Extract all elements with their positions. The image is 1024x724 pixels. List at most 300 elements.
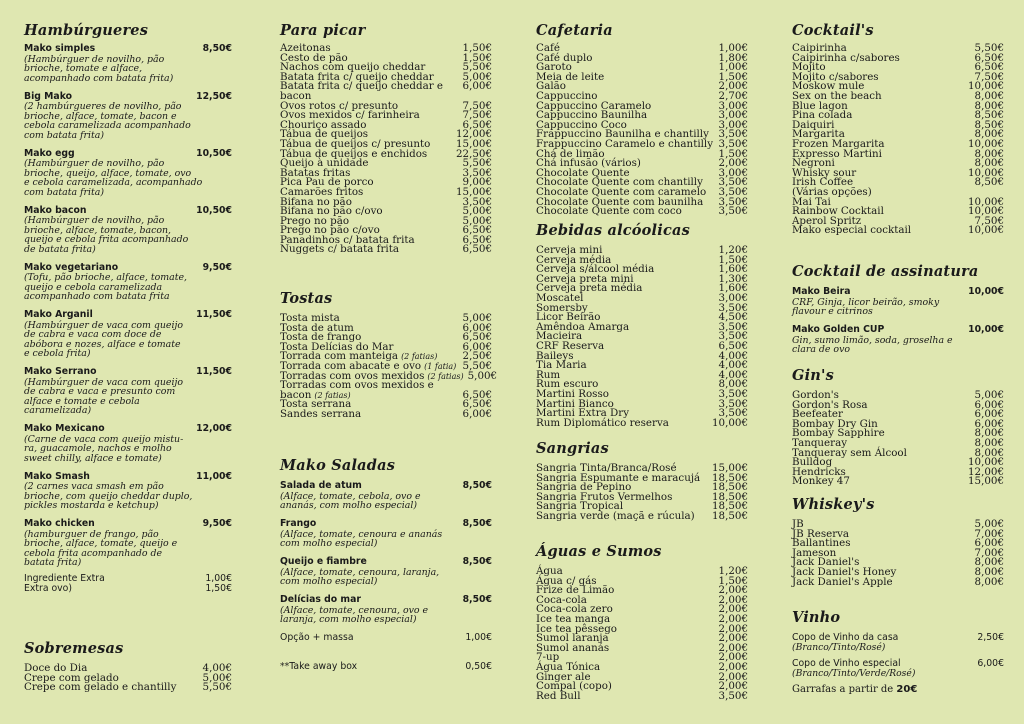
- menu-row: [792, 226, 1004, 236]
- item-name: Rum: [536, 368, 561, 381]
- item-header: [280, 481, 492, 492]
- item-name: Rum Diplomático reserva: [536, 416, 669, 429]
- item-name: Chocolate Quente com chantilly: [536, 176, 703, 189]
- item-price: 5,00€: [462, 312, 492, 324]
- item-name: Galão: [536, 80, 566, 93]
- item-name: Caipirinha: [792, 42, 847, 54]
- item-price: 6,50€: [462, 243, 492, 256]
- item-description: (Tofu, pão brioche, alface, tomate, queijo e cebola caramelizada acompanhado com batata frita: [24, 272, 188, 302]
- item-price: 10,00€: [967, 205, 1004, 218]
- item-price: 1,00€: [205, 573, 232, 584]
- item-name: Gordon's: [792, 389, 839, 401]
- item-name: Nachos com queijo cheddar: [280, 61, 426, 74]
- menu-row: [280, 381, 492, 391]
- item-name: Frango: [280, 518, 317, 529]
- item-price: 9,00€: [462, 176, 492, 189]
- menu-item: [24, 149, 232, 198]
- item-name: Mako chicken: [24, 518, 95, 529]
- item-name: Mojito c/sabores: [792, 70, 879, 83]
- item-name: Crepe com gelado e chantilly: [24, 681, 177, 694]
- item-price: 5,00€: [462, 70, 492, 83]
- section-title-aguas: Águas e Sumos: [536, 543, 662, 560]
- item-price: 8,50€: [462, 594, 492, 605]
- section-title-saladas: Mako Saladas: [280, 457, 396, 474]
- item-name: Torradas com ovos mexidos: [280, 369, 425, 382]
- garrafas-price: 20€: [896, 684, 918, 696]
- item-name: Bifana no pão c/ovo: [280, 205, 383, 218]
- item-name: Queijo e fiambre: [280, 556, 367, 567]
- item-price: 1,50€: [718, 574, 748, 587]
- item-price: 1,80€: [718, 51, 748, 64]
- take-away-price: 0,50€: [465, 661, 492, 673]
- gins-list: [792, 391, 1004, 487]
- hamburgueres-extras: [24, 574, 232, 594]
- item-name: Chouriço assado: [280, 118, 367, 131]
- item-name: Azeitonas: [280, 42, 331, 54]
- hamburgueres-list: [24, 44, 232, 568]
- item-name: Cappuccino Caramelo: [536, 99, 652, 112]
- item-price: 5,00€: [202, 671, 232, 684]
- item-price: 8,50€: [462, 518, 492, 529]
- item-name: bacon: [280, 89, 312, 102]
- item-description: (2 hambúrgueres de novilho, pão brioche, alface, tomate, bacon e cebola caramelizada acompanhado com batata frita): [24, 101, 191, 141]
- item-name: Whisky sour: [792, 166, 857, 179]
- section-title-tostas: Tostas: [280, 290, 333, 307]
- section-cocktails: [792, 22, 1004, 236]
- item-name: bacon: [280, 388, 312, 401]
- item-description: (2 carnes vaca smash em pão brioche, com queijo cheddar duplo, pickles mostarda e ketchup): [24, 481, 193, 511]
- item-price: 7,50€: [462, 109, 492, 122]
- item-price: 6,50€: [462, 118, 492, 131]
- item-header: [24, 424, 232, 435]
- item-name: Martini Extra Dry: [536, 407, 630, 420]
- item-name: Cerveja média: [536, 253, 612, 266]
- item-name: Tábua de queijos e enchidos: [280, 147, 428, 160]
- item-name: Caipirinha c/sabores: [792, 51, 900, 64]
- item-price: 1,60€: [718, 282, 748, 295]
- item-name: Chocolate Quente com baunilha: [536, 195, 704, 208]
- item-name: Mako bacon: [24, 204, 87, 216]
- menu-item: [24, 310, 232, 359]
- item-price: 3,50€: [462, 195, 492, 208]
- item-name: Crepe com gelado: [24, 671, 119, 684]
- item-name: Ginger ale: [536, 670, 591, 683]
- item-note: (1 fatia): [424, 361, 457, 371]
- menu-item: [24, 367, 232, 416]
- item-price: 2,70€: [718, 89, 748, 102]
- item-name: Gordon's Rosa: [792, 398, 868, 411]
- item-description: (hamburguer de frango, pão brioche, alface, tomate, queijo e cebola frita acompanhado de batata frita): [24, 528, 178, 568]
- item-name: Compal (copo): [536, 680, 612, 693]
- saladas-list: [280, 481, 492, 625]
- item-price: 6,50€: [462, 224, 492, 237]
- item-description: (Alface, tomate, cenoura, ovo e laranja, com molho especial): [280, 604, 429, 625]
- item-description: Gin, sumo limão, soda, groselha e clara de ovo: [792, 334, 953, 355]
- item-name: Frappuccino Caramelo e chantilly: [536, 137, 714, 150]
- item-price: 3,50€: [718, 387, 748, 400]
- menu-row: [536, 689, 748, 702]
- item-price: 3,00€: [718, 291, 748, 304]
- menu-row: [536, 207, 748, 217]
- aguas-list: [536, 567, 748, 701]
- item-name: Tosta de atum: [280, 321, 354, 334]
- item-price: 5,00€: [467, 369, 498, 382]
- item-price: 8,50€: [202, 43, 232, 54]
- item-price: 12,50€: [196, 90, 232, 102]
- bebidas-list: [536, 246, 748, 428]
- section-gins: [792, 367, 1004, 487]
- item-price: 4,00€: [718, 359, 748, 372]
- item-price: 2,00€: [718, 641, 748, 654]
- item-name: Jameson: [792, 546, 837, 559]
- item-description: (Alface, tomate, cebola, ovo e ananás, com molho especial): [280, 490, 421, 511]
- item-price: 5,00€: [974, 518, 1004, 530]
- item-price: 8,00€: [974, 575, 1004, 588]
- item-price: 22,50€: [455, 147, 492, 160]
- item-name: (Várias opções): [792, 185, 872, 198]
- item-name: Baileys: [536, 349, 574, 362]
- item-name: Batatas fritas: [280, 166, 351, 179]
- item-price: 3,50€: [462, 166, 492, 179]
- section-title-para-picar: Para picar: [280, 22, 366, 39]
- item-price: 8,50€: [974, 118, 1004, 131]
- item-price: 15,00€: [455, 137, 492, 150]
- item-price: 10,00€: [967, 224, 1004, 237]
- item-name: Somersby: [536, 301, 588, 314]
- item-name: Moscatel: [536, 291, 584, 304]
- item-header: [24, 310, 232, 321]
- item-name: Tosta de frango: [280, 331, 362, 344]
- item-name: Pina colada: [792, 109, 853, 122]
- item-name: Mako Mexicano: [24, 423, 105, 434]
- item-price: 8,00€: [974, 446, 1004, 459]
- item-price: 2,00€: [718, 612, 748, 625]
- whiskeys-list: [792, 520, 1004, 587]
- item-name: Prego no pão c/ovo: [280, 224, 380, 237]
- item-price: 11,00€: [196, 470, 232, 482]
- item-price: 8,50€: [462, 556, 492, 567]
- item-name: Moskow mule: [792, 80, 865, 93]
- item-price: 9,50€: [202, 261, 232, 273]
- item-price: 4,00€: [202, 662, 232, 674]
- item-name: Água: [536, 565, 563, 577]
- section-title-assinatura: Cocktail de assinatura: [792, 263, 979, 280]
- item-name: Ice tea pêssego: [536, 622, 617, 635]
- item-name: Sangria Tropical: [536, 500, 624, 513]
- item-price: 1,50€: [462, 42, 492, 54]
- item-price: 3,50€: [718, 185, 748, 198]
- item-name: Chocolate Quente com caramelo: [536, 185, 707, 198]
- take-away-box: [280, 662, 492, 672]
- item-price: 12,00€: [455, 128, 492, 141]
- item-description: (Hambúrguer de vaca com queijo de cabra e vaca com doce de abóbora e nozes, alface e tomate e cebola frita): [24, 319, 184, 359]
- item-price: 2,00€: [718, 584, 748, 597]
- section-title-cafetaria: Cafetaria: [536, 22, 613, 39]
- menu-row: [792, 575, 1004, 588]
- item-header: [792, 325, 1004, 336]
- item-price: 1,00€: [718, 42, 748, 54]
- item-price: 6,50€: [974, 61, 1004, 74]
- item-name: Daiquiri: [792, 118, 835, 131]
- item-price: 2,00€: [718, 603, 748, 616]
- item-price: 2,00€: [718, 651, 748, 664]
- item-name: Blue lagon: [792, 99, 848, 112]
- section-title-cocktails: Cocktail's: [792, 22, 874, 39]
- item-name: Água c/ gás: [536, 574, 597, 587]
- item-name: Jack Daniel's Honey: [792, 565, 897, 578]
- section-saladas: [280, 457, 492, 672]
- item-price: 3,50€: [718, 128, 748, 141]
- item-name: Ovos rotos c/ presunto: [280, 99, 399, 112]
- item-price: 3,50€: [718, 137, 748, 150]
- item-description: (Branco/Tinto/Rosé): [792, 642, 886, 654]
- menu-row: [536, 641, 748, 654]
- item-name: Copo de Vinho da casa: [792, 632, 899, 643]
- menu-item: [280, 519, 492, 549]
- item-price: 6,50€: [462, 388, 492, 401]
- item-name: Cappuccino: [536, 89, 598, 102]
- tostas-list: [280, 312, 498, 420]
- item-description: (Hambúrguer de novilho, pão brioche, queijo, alface, tomate, ovo e cebola caramelizada, acompanhado com batata frita): [24, 158, 203, 198]
- item-price: 6,50€: [718, 339, 748, 352]
- item-description: (Alface, tomate, cenoura, laranja, com molho especial): [280, 566, 440, 587]
- wine-item: [792, 633, 1004, 653]
- section-whiskeys: [792, 496, 1004, 587]
- take-away-label: **Take away box: [280, 661, 358, 673]
- section-hamburgueres: [24, 22, 232, 594]
- item-price: 10,00€: [967, 195, 1004, 208]
- item-price: 4,00€: [718, 349, 748, 362]
- item-name: Tábua de queijos: [280, 128, 369, 141]
- item-description: (Hambúrguer de novilho, pão brioche, alface, tomate, bacon, queijo e cebola frita acompanhado de batata frita): [24, 215, 189, 255]
- item-name: Sangria de Pepino: [536, 481, 632, 494]
- item-price: 5,50€: [462, 61, 492, 74]
- item-name: Sangria Espumante e maracujá: [536, 471, 701, 484]
- item-header: [280, 557, 492, 568]
- item-price: 2,00€: [718, 632, 748, 645]
- item-price: 5,00€: [462, 214, 492, 227]
- item-price: 1,60€: [718, 263, 748, 276]
- item-name: Frize de Limão: [536, 584, 615, 597]
- item-name: Tosta serrana: [280, 398, 352, 411]
- item-price: 8,00€: [718, 378, 748, 391]
- item-price: 2,00€: [718, 157, 748, 170]
- item-name: Tanqueray sem Álcool: [792, 446, 907, 459]
- garrafas-label: Garrafas a partir de: [792, 684, 894, 696]
- item-note: (2 fatias): [427, 371, 464, 381]
- menu-row: [280, 245, 492, 255]
- item-price: 3,00€: [718, 99, 748, 112]
- section-para-picar: [280, 22, 492, 255]
- item-name: Chá infusão (vários): [536, 157, 641, 170]
- item-name: 7-up: [536, 651, 560, 664]
- item-name: Coca-cola zero: [536, 603, 613, 616]
- item-description: (Branco/Tinto/Verde/Rosé): [792, 667, 916, 679]
- item-description: (Alface, tomate, cenoura e ananás com molho especial): [280, 528, 443, 549]
- item-price: 1,50€: [462, 51, 492, 64]
- item-price: 1,50€: [718, 253, 748, 266]
- item-price: 1,30€: [718, 272, 748, 285]
- item-price: 5,50€: [462, 359, 492, 372]
- item-price: 10,00€: [968, 324, 1004, 335]
- item-name: Mako egg: [24, 147, 75, 159]
- item-price: 3,50€: [718, 320, 748, 333]
- section-title-sangrias: Sangrias: [536, 440, 609, 457]
- item-price: 5,00€: [462, 205, 492, 218]
- item-name: Mako especial cocktail: [792, 224, 912, 237]
- item-price: 10,50€: [196, 147, 232, 159]
- item-name: Bombay Dry Gin: [792, 417, 878, 430]
- item-name: Mako Serrano: [24, 366, 97, 377]
- item-price: 6,00€: [462, 407, 492, 420]
- item-price: 8,00€: [974, 99, 1004, 112]
- item-name: Sangria Frutos Vermelhos: [536, 490, 673, 503]
- item-price: 5,50€: [974, 42, 1004, 54]
- assinatura-list: [792, 287, 1004, 355]
- item-price: 7,50€: [974, 70, 1004, 83]
- item-price: 3,50€: [718, 176, 748, 189]
- section-bebidas: [536, 222, 748, 428]
- item-price: 8,50€: [462, 480, 492, 491]
- item-price: 7,50€: [462, 99, 492, 112]
- item-name: Sumol ananás: [536, 641, 610, 654]
- item-price: 8,00€: [974, 565, 1004, 578]
- item-price: 7,50€: [974, 214, 1004, 227]
- item-price: 1,20€: [718, 565, 748, 577]
- item-price: 2,00€: [718, 660, 748, 673]
- item-price: 6,00€: [974, 408, 1004, 421]
- item-price: 18,50€: [711, 509, 748, 522]
- item-name: Mako Beira: [792, 286, 851, 297]
- item-name: Ballantines: [792, 537, 851, 550]
- item-name: Sangria verde (maçã e rúcula): [536, 509, 695, 522]
- item-name: Cerveja preta mini: [536, 272, 634, 285]
- item-name: Red Bull: [536, 689, 581, 702]
- section-cafetaria: [536, 22, 748, 217]
- item-price: 8,00€: [974, 147, 1004, 160]
- item-price: 1,50€: [718, 147, 748, 160]
- garrafas-note: [792, 684, 1004, 695]
- item-name: Irish Coffee: [792, 176, 854, 189]
- item-price: 5,00€: [974, 389, 1004, 401]
- item-name: Macieira: [536, 330, 583, 343]
- item-name: Pica Pau de porco: [280, 176, 374, 189]
- opcao-massa-label: Opção + massa: [280, 632, 354, 643]
- item-price: 12,00€: [967, 465, 1004, 478]
- item-price: 2,00€: [718, 80, 748, 93]
- item-description: (Hambúrguer de novilho, pão brioche, tomate e alface, acompanhado com batata frita): [24, 53, 174, 84]
- item-name: Mako Golden CUP: [792, 324, 885, 335]
- item-price: 18,50€: [711, 481, 748, 494]
- item-name: Bombay Sapphire: [792, 427, 885, 440]
- item-name: Sangria Tinta/Branca/Rosé: [536, 462, 677, 474]
- section-title-whiskeys: Whiskey's: [792, 496, 875, 513]
- item-price: 18,50€: [711, 490, 748, 503]
- menu-row: [536, 70, 748, 83]
- item-name: Água Tónica: [536, 660, 601, 673]
- item-price: 8,00€: [974, 556, 1004, 569]
- opcao-massa-price: 1,00€: [465, 632, 492, 643]
- item-name: Tábua de queijos c/ presunto: [280, 137, 431, 150]
- item-name: Mako Smash: [24, 470, 90, 482]
- item-name: Meia de leite: [536, 70, 605, 83]
- item-price: 6,00€: [462, 80, 492, 93]
- item-price: 3,50€: [718, 301, 748, 314]
- item-price: 15,00€: [711, 462, 748, 474]
- item-name: Tia Maria: [536, 359, 587, 372]
- item-price: 2,00€: [718, 622, 748, 635]
- menu-row: [792, 477, 1004, 487]
- item-price: 8,00€: [974, 427, 1004, 440]
- cafetaria-list: [536, 44, 748, 217]
- item-price: 1,50€: [718, 70, 748, 83]
- item-name: Ingrediente Extra: [24, 573, 105, 584]
- menu-row: [536, 416, 748, 429]
- menu-item: [280, 595, 492, 625]
- item-price: 12,00€: [196, 423, 232, 434]
- item-price: 8,50€: [974, 109, 1004, 122]
- item-price: 3,50€: [718, 397, 748, 410]
- item-price: 6,00€: [462, 340, 492, 353]
- item-name: JB: [792, 518, 804, 530]
- opcao-massa: [280, 633, 492, 643]
- menu-item: [24, 263, 232, 302]
- cocktails-list: [792, 44, 1004, 236]
- item-header: [792, 287, 1004, 298]
- item-name: CRF Reserva: [536, 339, 605, 352]
- item-price: 6,00€: [974, 398, 1004, 411]
- item-price: 1,00€: [718, 61, 748, 74]
- item-name: Delícias do mar: [280, 594, 361, 605]
- item-price: 6,00€: [974, 417, 1004, 430]
- item-name: Big Mako: [24, 90, 73, 102]
- item-price: 7,00€: [974, 527, 1004, 540]
- item-price: 6,50€: [974, 51, 1004, 64]
- menu-item: [792, 325, 1004, 355]
- item-price: 15,00€: [455, 185, 492, 198]
- item-price: 3,00€: [718, 109, 748, 122]
- menu-row: [536, 361, 748, 371]
- item-name: JB Reserva: [792, 527, 850, 540]
- item-price: 10,00€: [711, 416, 748, 429]
- item-price: 8,00€: [974, 89, 1004, 102]
- item-name: Rainbow Cocktail: [792, 205, 884, 218]
- item-price: 8,00€: [974, 157, 1004, 170]
- item-price: 10,00€: [968, 286, 1004, 297]
- item-price: 2,00€: [718, 593, 748, 606]
- section-title-bebidas: Bebidas alcóolicas: [536, 222, 690, 239]
- item-price: 6,00€: [974, 537, 1004, 550]
- item-name: Jack Daniel's: [792, 556, 860, 569]
- item-name: Salada de atum: [280, 480, 362, 491]
- menu-item: [24, 472, 232, 511]
- item-name: Chocolate Quente com coco: [536, 205, 682, 218]
- item-name: Café duplo: [536, 51, 593, 64]
- item-price: 3,50€: [718, 205, 748, 218]
- item-description: (Hambúrguer de vaca com queijo de cabra e vaca e presunto com alface e tomate e cebola caramelizada): [24, 376, 184, 416]
- menu-item: [24, 206, 232, 255]
- item-price: 11,50€: [196, 309, 232, 320]
- item-name: Garoto: [536, 61, 572, 74]
- item-name: Margarita: [792, 128, 845, 141]
- item-name: Sandes serrana: [280, 407, 362, 420]
- item-name: Aperol Spritz: [792, 214, 862, 227]
- item-name: Torrada com manteiga: [280, 350, 399, 363]
- item-name: Cerveja preta média: [536, 282, 643, 295]
- para-picar-list: [280, 44, 492, 255]
- item-name: Doce do Dia: [24, 662, 88, 674]
- item-note: (2 fatias): [314, 390, 351, 400]
